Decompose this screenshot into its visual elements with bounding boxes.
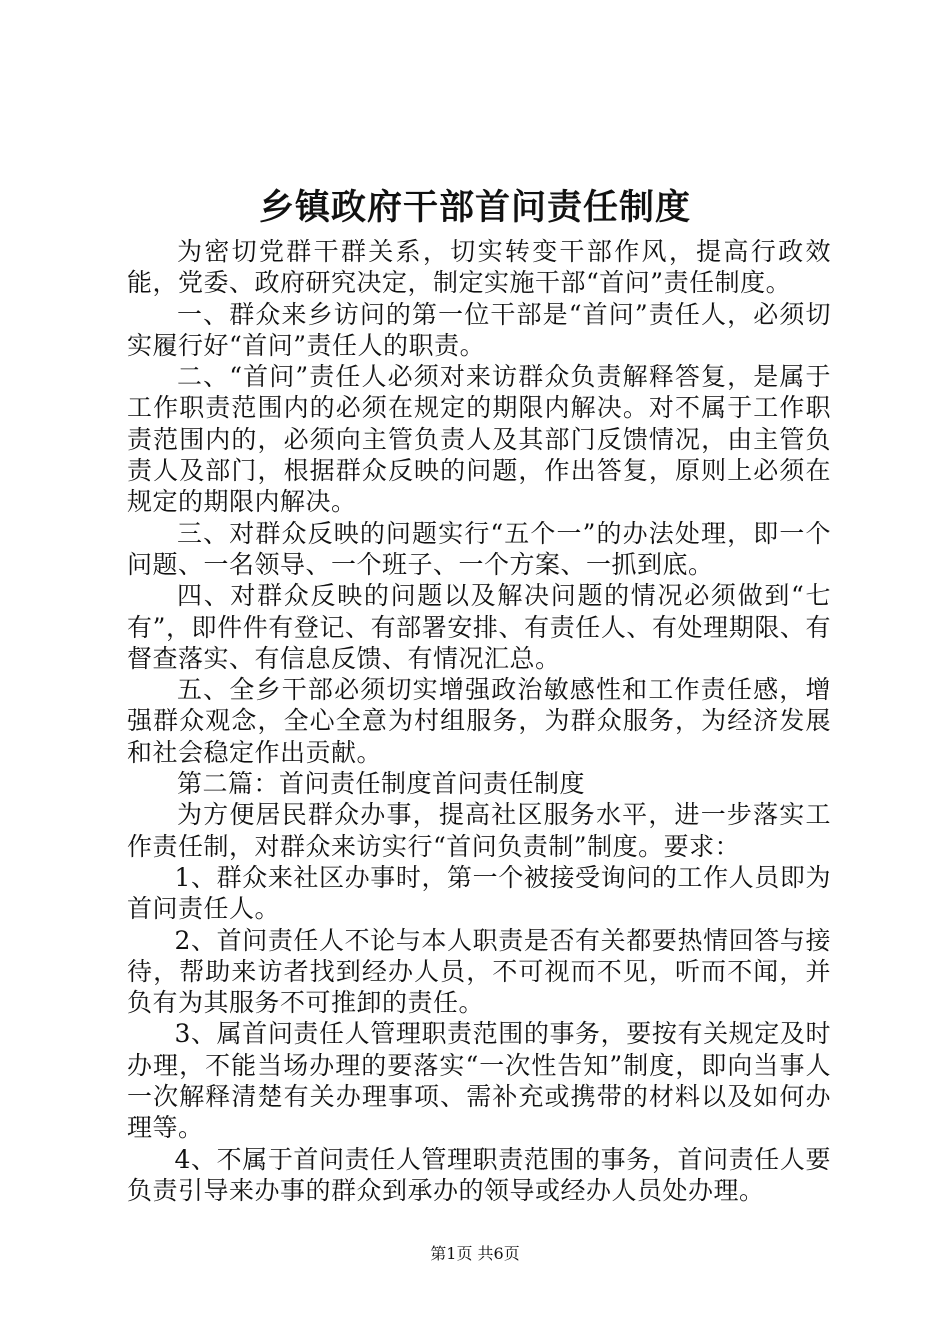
paragraph-item-4: 四、对群众反映的问题以及解决问题的情况必须做到“七有”，即件件有登记、有部署安排、有责任人、有处理期限、有督查落实、有信息反馈、有情况汇总。: [127, 581, 831, 673]
paragraph-item-2: 二、“首问”责任人必须对来访群众负责解释答复，是属于工作职责范围内的必须在规定的期限内解决。对不属于工作职责范围内的，必须向主管负责人及其部门反馈情况，由主管负责人及部门，根据群众反映的问题，作出答复，原则上必须在规定的期限内解决。: [127, 362, 831, 517]
paragraph-rule-1: 1、群众来社区办事时，第一个被接受询问的工作人员即为首问责任人。: [127, 862, 831, 924]
document-body: [127, 236, 831, 1206]
paragraph-rule-3: 3、属首问责任人管理职责范围的事务，要按有关规定及时办理，不能当场办理的要落实“一次性告知”制度，即向当事人一次解释清楚有关办理事项、需补充或携带的材料以及如何办理等。: [127, 1019, 831, 1143]
paragraph-rule-2: 2、首问责任人不论与本人职责是否有关都要热情回答与接待，帮助来访者找到经办人员，不可视而不见，听而不闻，并负有为其服务不可推卸的责任。: [127, 925, 831, 1018]
paragraph-intro: 为密切党群干群关系，切实转变干部作风，提高行政效能，党委、政府研究决定，制定实施干部“首问”责任制度。: [127, 237, 831, 298]
section-heading-part-two: 第二篇：首问责任制度首问责任制度: [177, 769, 586, 799]
paragraph-item-1: 一、群众来乡访问的第一位干部是“首问”责任人，必须切实履行好“首问”责任人的职责。: [127, 299, 831, 360]
paragraph-part-two-intro: 为方便居民群众办事，提高社区服务水平，进一步落实工作责任制，对群众来访实行“首问负责制”制度。要求：: [127, 800, 831, 861]
page-number-footer: 第1页 共6页: [430, 1244, 520, 1263]
paragraph-item-5: 五、全乡干部必须切实增强政治敏感性和工作责任感，增强群众观念，全心全意为村组服务，为群众服务，为经济发展和社会稳定作出贡献。: [127, 675, 831, 767]
paragraph-rule-4: 4、不属于首问责任人管理职责范围的事务，首问责任人要负责引导来办事的群众到承办的领导或经办人员处办理。: [127, 1144, 831, 1205]
document-title: 乡镇政府干部首问责任制度: [258, 187, 691, 228]
paragraph-item-3: 三、对群众反映的问题实行“五个一”的办法处理，即一个问题、一名领导、一个班子、一个方案、一抓到底。: [127, 518, 831, 579]
